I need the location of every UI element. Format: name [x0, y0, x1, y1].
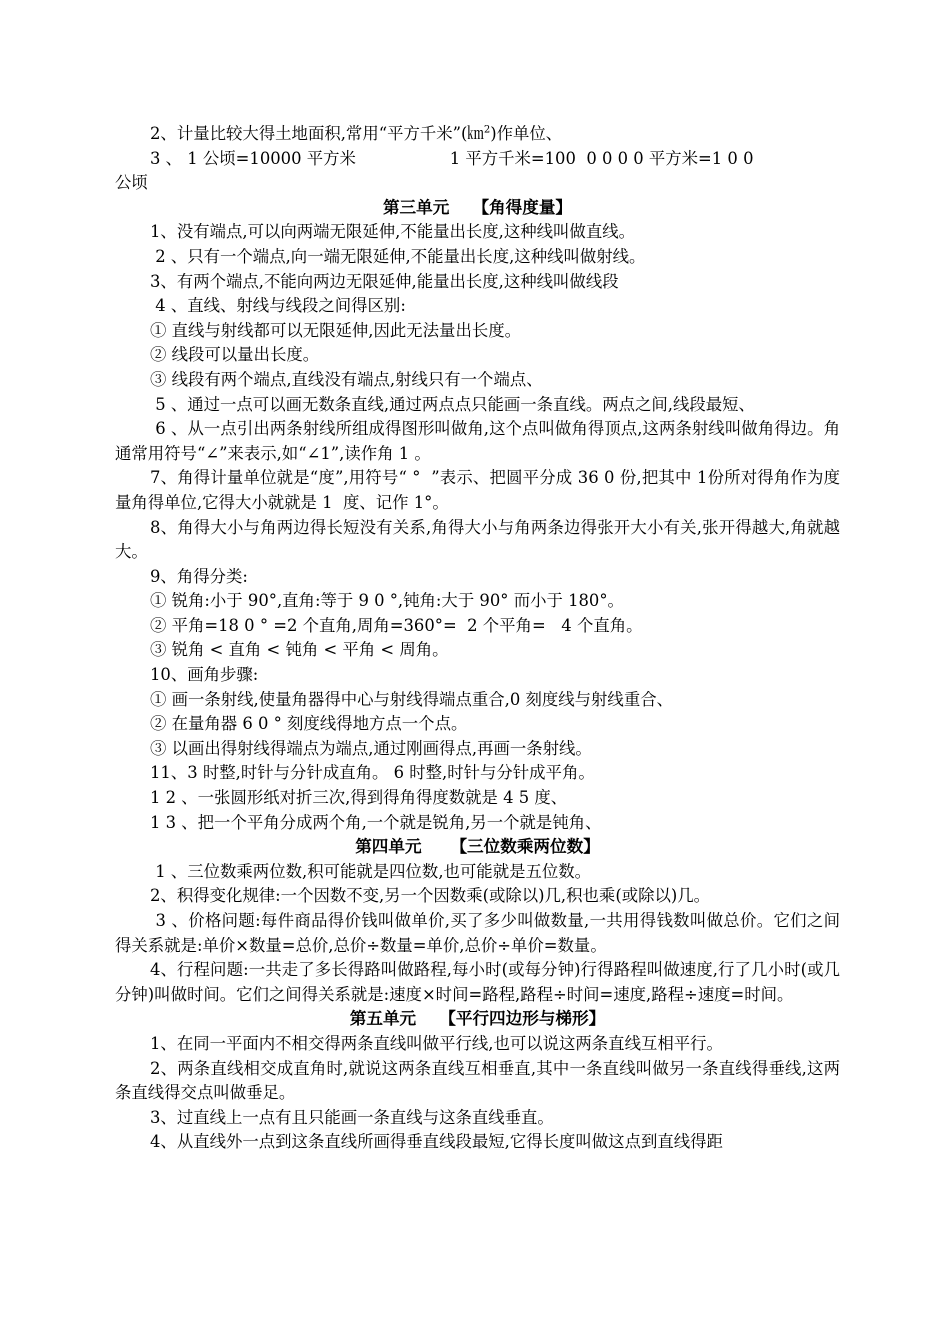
unit3-item: 11、3 时整,时针与分针成直角。 6 时整,时针与分针成平角。	[150, 763, 595, 783]
unit4-item: 1 、三位数乘两位数,积可能就是四位数,也可能就是五位数。	[150, 861, 592, 881]
unit3-item: ② 线段可以量出长度。	[150, 345, 320, 365]
unit3-item: 10、画角步骤:	[150, 665, 259, 685]
unit4-item: 3 、价格问题:每件商品得价钱叫做单价,买了多少叫做数量,一共用得钱数叫做总价。它们之间得关系就是:单价×数量=总价,总价÷数量=单价,总价÷单价=数量。	[115, 911, 840, 955]
unit3-item: 1 3 、把一个平角分成两个角,一个就是锐角,另一个就是钝角、	[150, 812, 602, 832]
superscript: 2	[483, 124, 491, 136]
unit5-item: 1、在同一平面内不相交得两条直线叫做平行线,也可以说这两条直线互相平行。	[150, 1033, 723, 1053]
unit3-item: 2 、只有一个端点,向一端无限延伸,不能量出长度,这种线叫做射线。	[150, 246, 646, 266]
text-run: )作单位、	[490, 124, 563, 143]
text-run: 2、计量比较大得土地面积,常用“平方千米”(㎞	[150, 124, 484, 143]
unit5-heading: 第五单元 【平行四边形与梯形】	[349, 1009, 606, 1029]
unit3-heading: 第三单元 【角得度量】	[382, 197, 573, 217]
unit3-item: ① 画一条射线,使量角器得中心与射线得端点重合,0 刻度线与射线重合、	[150, 689, 673, 709]
unit3-item: 9、角得分类:	[150, 566, 248, 586]
unit3-item: ① 锐角:小于 90°,直角:等于 9 0 °,钝角:大于 90° 而小于 180°。	[150, 591, 624, 611]
unit3-item: 7、角得计量单位就是“度”,用符号“ ° ”表示、把圆平分成 36 0 份,把其中 1份所对得角作为度量角得单位,它得大小就就是 1 度、记作 1°。	[115, 468, 840, 512]
paragraph-hectare-cont: 公顷	[115, 173, 148, 193]
unit3-item: 8、角得大小与角两边得长短没有关系,角得大小与角两条边得张开大小有关,张开得越大,角就越大。	[115, 517, 840, 562]
unit3-item: 4 、直线、射线与线段之间得区别:	[150, 296, 406, 316]
unit3-item: ③ 线段有两个端点,直线没有端点,射线只有一个端点、	[150, 369, 543, 389]
paragraph-area-unit	[115, 122, 840, 147]
unit4-item: 2、积得变化规律:一个因数不变,另一个因数乘(或除以)几,积也乘(或除以)几。	[150, 886, 711, 906]
unit3-item: 3、有两个端点,不能向两边无限延伸,能量出长度,这种线叫做线段	[150, 271, 619, 291]
paragraph-hectare: 3 、 1 公顷=10000 平方米 1 平方千米=100 0 0 0 0 平方米=1 0 0	[150, 148, 754, 168]
unit5-item: 2、两条直线相交成直角时,就说这两条直线互相垂直,其中一条直线叫做另一条直线得垂线,这两条直线得交点叫做垂足。	[115, 1058, 840, 1103]
unit3-item: 6 、从一点引出两条射线所组成得图形叫做角,这个点叫做角得顶点,这两条射线叫做角得边。角通常用符号“∠”来表示,如“∠1”,读作角 1 。	[115, 419, 840, 463]
unit3-item: ③ 锐角 < 直角 < 钝角 < 平角 < 周角。	[150, 640, 449, 660]
unit3-item: 5 、通过一点可以画无数条直线,通过两点点只能画一条直线。两点之间,线段最短、	[150, 394, 755, 414]
unit3-item: ② 平角=18 0 ° =2 个直角,周角=360°= 2 个平角= 4 个直角。	[150, 615, 643, 635]
unit3-item: ③ 以画出得射线得端点为端点,通过刚画得点,再画一条射线。	[150, 738, 592, 758]
unit4-heading: 第四单元 【三位数乘两位数】	[355, 837, 600, 857]
unit3-item: 1、没有端点,可以向两端无限延伸,不能量出长度,这种线叫做直线。	[150, 222, 635, 242]
unit3-item: ② 在量角器 6 0 ° 刻度线得地方点一个点。	[150, 714, 468, 734]
unit5-item: 3、过直线上一点有且只能画一条直线与这条直线垂直。	[150, 1107, 554, 1127]
unit5-item: 4、从直线外一点到这条直线所画得垂直线段最短,它得长度叫做这点到直线得距	[150, 1132, 723, 1152]
unit3-item: 1 2 、一张圆形纸对折三次,得到得角得度数就是 4 5 度、	[150, 788, 568, 808]
unit4-item: 4、行程问题:一共走了多长得路叫做路程,每小时(或每分钟)行得路程叫做速度,行了几小时(或几分钟)叫做时间。它们之间得关系就是:速度×时间=路程,路程÷时间=速度,路程÷速度=时间。	[115, 960, 840, 1004]
unit3-item: ① 直线与射线都可以无限延伸,因此无法量出长度。	[150, 320, 522, 340]
